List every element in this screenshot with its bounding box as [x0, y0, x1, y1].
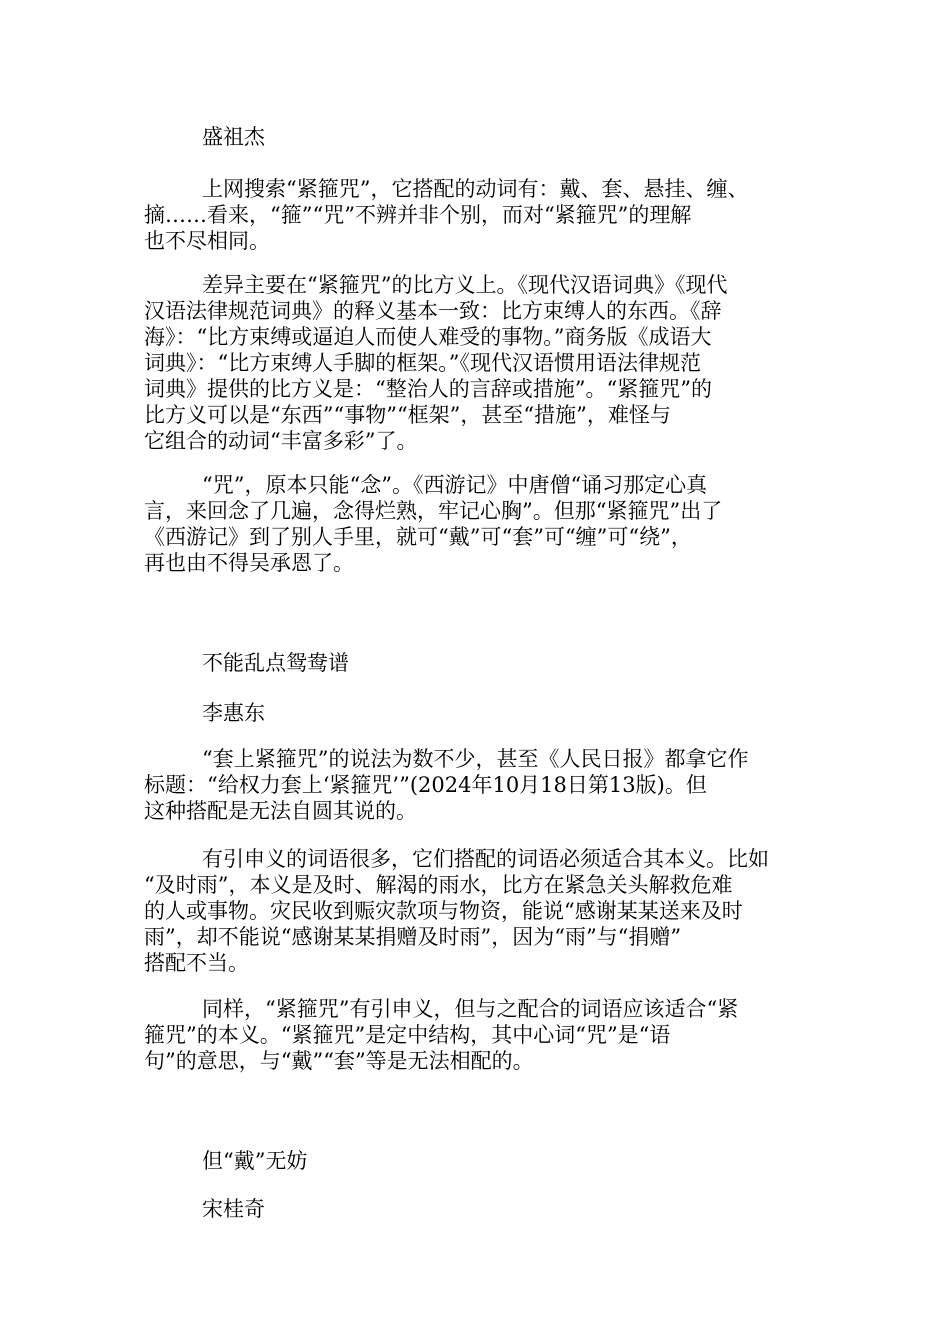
paragraph-line: 《西游记》到了别人手里，就可“戴”可“套”可“缠”可“绕”， [144, 525, 692, 549]
paragraph-line: 雨”，却不能说“感谢某某捐赠及时雨”，因为“雨”与“捐赠” [144, 925, 682, 949]
paragraph-line: 海》：“比方束缚或逼迫人而使人难受的事物。”商务版《成语大 [144, 325, 712, 349]
paragraph [144, 746, 812, 824]
paragraph-line: 言，来回念了几遍，念得烂熟，牢记心胸”。但那“紧箍咒”出了 [144, 499, 723, 523]
paragraph-line: 标题：“给权力套上‘紧箍咒’”(2024年10月18日第13版)。但 [144, 773, 707, 797]
paragraph-line: “套上紧箍咒”的说法为数不少，甚至《人民日报》都拿它作 [202, 747, 749, 771]
author-byline: 盛祖杰 [202, 125, 265, 149]
paragraph-line: 再也由不得吴承恩了。 [144, 551, 354, 575]
paragraph-line: 也不尽相同。 [144, 229, 270, 253]
paragraph-line: 箍咒”的本义。“紧箍咒”是定中结构，其中心词“咒”是“语 [144, 1023, 671, 1047]
paragraph [144, 176, 812, 254]
paragraph-line: 差异主要在“紧箍咒”的比方义上。《现代汉语词典》《现代 [202, 273, 728, 297]
paragraph-line: “咒”，原本只能“念”。《西游记》中唐僧“诵习那定心真 [202, 473, 708, 497]
author-byline: 李惠东 [202, 701, 265, 725]
paragraph-line: 它组合的动词“丰富多彩”了。 [144, 429, 418, 453]
author-byline: 宋桂奇 [202, 1197, 265, 1221]
paragraph-line: 上网搜索“紧箍咒”，它搭配的动词有：戴、套、悬挂、缠、 [202, 177, 749, 201]
paragraph-line: 句”的意思，与“戴”“套”等是无法相配的。 [144, 1049, 534, 1073]
paragraph-line: 同样，“紧箍咒”有引申义，但与之配合的词语应该适合“紧 [202, 997, 739, 1021]
paragraph-line: 有引申义的词语很多，它们搭配的词语必须适合其本义。比如 [202, 847, 769, 871]
paragraph-line: 摘……看来，“箍”“咒”不辨并非个别，而对“紧箍咒”的理解 [144, 203, 692, 227]
paragraph-line: 词典》：“比方束缚人手脚的框架。”《现代汉语惯用语法律规范 [144, 351, 701, 375]
paragraph-line: 的人或事物。灾民收到赈灾款项与物资，能说“感谢某某送来及时 [144, 899, 743, 923]
paragraph-line: 汉语法律规范词典》的释义基本一致：比方束缚人的东西。《辞 [144, 299, 722, 323]
paragraph-line: 这种搭配是无法自圆其说的。 [144, 799, 417, 823]
paragraph [144, 472, 812, 576]
paragraph [144, 272, 812, 454]
paragraph-line: 词典》提供的比方义是：“整治人的言辞或措施”。“紧箍咒”的 [144, 377, 712, 401]
paragraph [144, 846, 812, 976]
section-title: 但“戴”无妨 [202, 1149, 308, 1173]
paragraph-line: 搭配不当。 [144, 951, 249, 975]
paragraph [144, 996, 812, 1074]
paragraph-line: 比方义可以是“东西”“事物”“框架”，甚至“措施”，难怪与 [144, 403, 671, 427]
section-title: 不能乱点鸳鸯谱 [202, 651, 349, 675]
paragraph-line: “及时雨”，本义是及时、解渴的雨水，比方在紧急关头解救危难 [144, 873, 733, 897]
